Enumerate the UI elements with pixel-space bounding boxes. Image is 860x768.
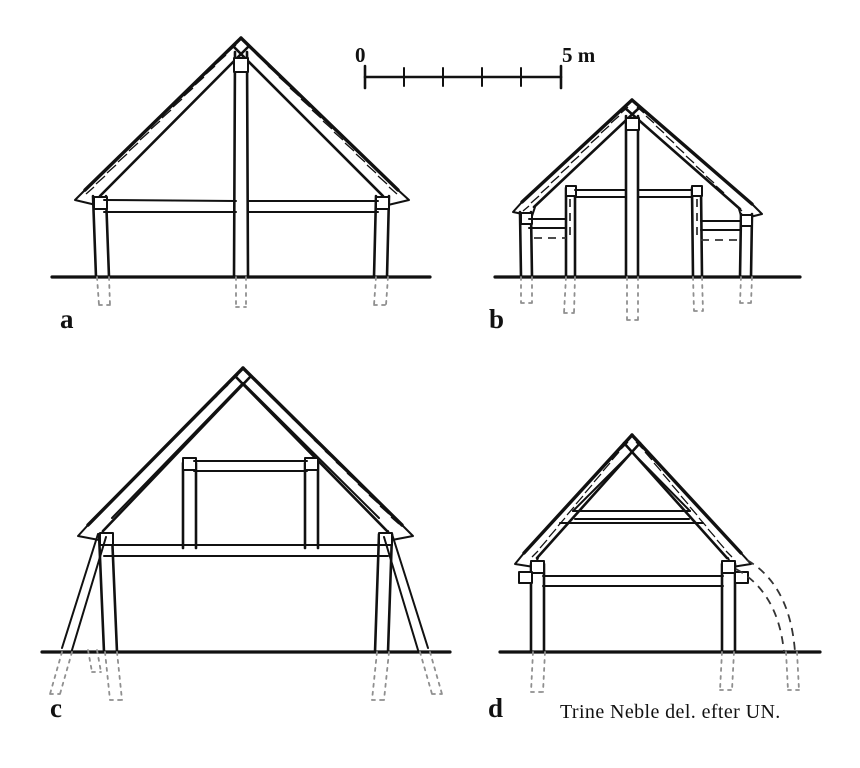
panel-a-label: a [60, 304, 74, 334]
panel-a [52, 38, 430, 334]
panel-c-left-wall-joint [100, 533, 113, 545]
panel-d [488, 435, 820, 723]
panel-c-label: c [50, 693, 62, 723]
panel-b [489, 100, 800, 334]
panel-d-left-post-joint [531, 561, 544, 573]
panel-c-right-loft-joint [305, 458, 318, 470]
panel-b-left-wall-post [520, 212, 532, 303]
panel-c-collar-beam [194, 461, 307, 471]
panel-c-left-outer-brace [50, 534, 106, 694]
scale-bar-end-label: 5 m [562, 43, 596, 67]
panel-d-left-rafter [515, 435, 640, 567]
panel-d-right-bracket [735, 572, 748, 583]
panel-b-post-joint [626, 118, 639, 130]
panel-c-inner-rafter-lines [112, 383, 379, 518]
panel-d-left-bracket [519, 572, 532, 583]
panel-a-left-rafter [75, 38, 249, 205]
credit-line: Trine Neble del. efter UN. [560, 701, 781, 723]
panel-b-right-wall-joint [741, 215, 752, 226]
panel-c-left-rafter [78, 368, 251, 540]
panel-d-label: d [488, 693, 504, 723]
panel-b-lower-beams [529, 199, 741, 240]
panel-c-tie-beam [104, 545, 388, 556]
panel-b-right-rafter [625, 100, 762, 219]
panel-b-left-inner-joint [566, 186, 576, 196]
panel-b-label: b [489, 304, 505, 334]
panel-b-right-inner-joint [692, 186, 702, 196]
panel-a-post-joint [234, 58, 248, 72]
panel-d-right-post-joint [722, 561, 735, 573]
panel-c-right-rafter [235, 368, 413, 540]
panel-d-right-rafter [624, 435, 751, 567]
panel-d-right-post [720, 561, 748, 690]
scale-bar-start-label: 0 [355, 43, 366, 67]
panel-a-left-post-joint [94, 197, 107, 209]
panel-d-left-post [519, 561, 545, 692]
panel-c-left-wall-post [99, 533, 122, 700]
panel-b-central-post [626, 116, 639, 320]
panel-b-right-wall-post [740, 214, 752, 303]
panel-a-right-rafter [233, 38, 409, 205]
panel-b-collar-beam [575, 190, 692, 197]
scale-bar [355, 43, 596, 88]
panel-a-right-post-joint [376, 197, 389, 209]
panel-c [42, 368, 450, 723]
panel-a-central-post [234, 52, 248, 307]
panel-a-tie-beam [104, 200, 378, 212]
panel-d-tie-beam [543, 576, 723, 586]
panel-c-right-wall-post [372, 533, 392, 700]
panel-c-left-loft-joint [183, 458, 196, 470]
panel-c-right-outer-brace [384, 534, 442, 694]
